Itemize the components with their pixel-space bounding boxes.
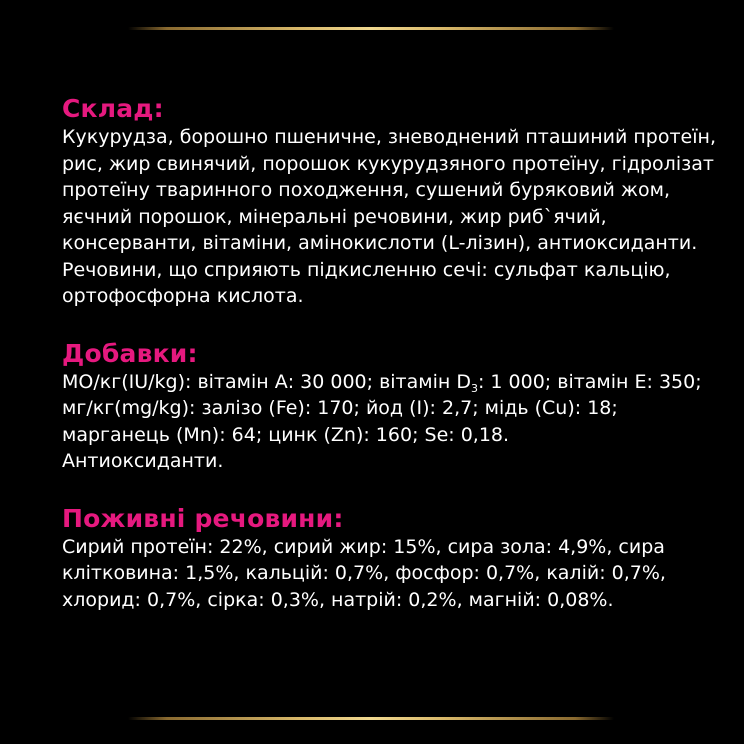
additives-iu-line bbox=[62, 369, 722, 396]
top-gold-divider bbox=[128, 27, 614, 30]
additives-title: Добавки: bbox=[62, 338, 198, 368]
acidifiers-paragraph: Речовини, що сприяють підкисленню сечі: сульфат кальцію, ортофосфорна кислота. bbox=[62, 258, 671, 307]
nutrients-section bbox=[62, 504, 722, 614]
composition-section bbox=[62, 94, 722, 310]
additives-antioxidants: Антиоксиданти. bbox=[62, 450, 224, 472]
vitamin-d-subscript: 3 bbox=[470, 381, 478, 395]
nutrients-body bbox=[62, 534, 722, 614]
nutrients-title: Поживні речовини: bbox=[62, 503, 344, 533]
composition-title: Склад: bbox=[62, 94, 164, 123]
additives-mg-line: мг/кг(mg/kg): залізо (Fe): 170; йод (I): 2,7; мідь (Cu): 18; марганець (Mn): 64; цинк (Zn): 160; Se: 0,18. bbox=[62, 397, 618, 446]
additives-iu-text-a: МО/кг(IU/kg): вітамін А: 30 000; вітамін D bbox=[62, 370, 471, 393]
additives-iu-text-b: : 1 000; вітамін Е: 350; bbox=[477, 370, 702, 393]
additives-body bbox=[62, 369, 722, 475]
composition-body bbox=[62, 124, 722, 310]
additives-section bbox=[62, 339, 722, 475]
bottom-gold-divider bbox=[128, 717, 614, 720]
nutrients-paragraph: Сирий протеїн: 22%, сирий жир: 15%, сира зола: 4,9%, сира клітковина: 1,5%, кальцій: 0,7%, фосфор: 0,7%, калій: 0,7%, хлорид: 0,7%, сірка: 0,3%, натрій: 0,2%, магній: 0,08%. bbox=[62, 535, 666, 611]
composition-paragraph: Кукурудза, борошно пшеничне, зневоднений пташиний протеїн, рис, жир свинячий, порошок кукурудзяного протеїну, гідролізат протеїну тваринного походження, сушений буряковий жом, яєчний порошок, мінеральні речовини, жир риб`ячий, консерванти, вітаміни, амінокислоти (L-лізин), антиоксиданти. bbox=[62, 126, 716, 254]
content-area bbox=[62, 94, 722, 613]
